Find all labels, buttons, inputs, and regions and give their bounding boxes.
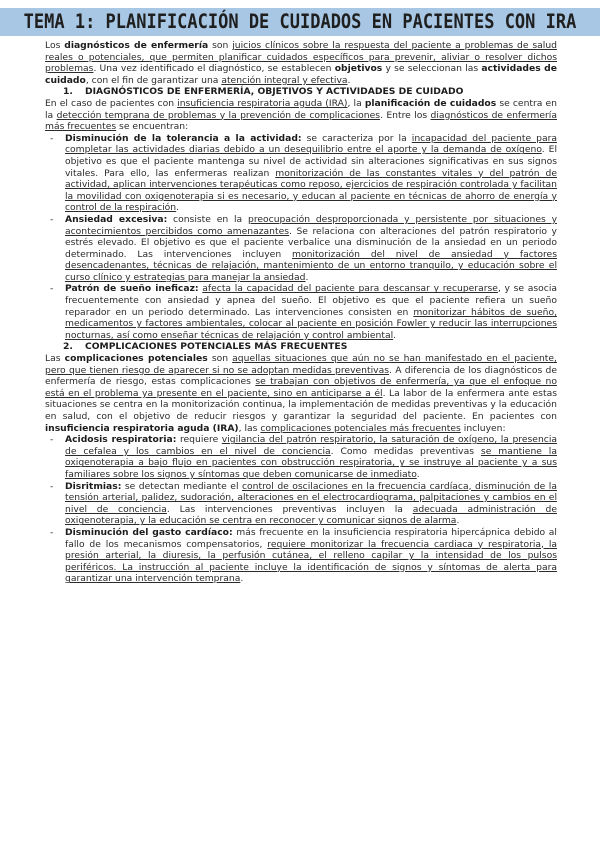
text: , las xyxy=(238,422,261,434)
text: Las xyxy=(45,353,65,365)
underlined-text: aquellas situaciones que aún no se han manifestado en el paciente, pero que tienen riesgo de aparecer si no se adoptan medidas preventivas xyxy=(45,353,557,376)
underlined-text: monitorización de las constantes vitales y del patrón de actividad, aplican intervenciones terapéuticas como reposo, ejercicios de respiración controlada y facilitan la movilidad con oxigenoterapia si es necesario, y educan al paciente en técnicas de ahorro de energía y control de la respiración xyxy=(65,167,557,214)
underlined-text: control de oscilaciones en la frecuencia cardíaca, disminución de la tensión arterial, palidez, sudoración, alteraciones en el electrocardiograma, palpitaciones y cambios en el nivel de conciencia xyxy=(65,480,557,515)
section-2-paragraph xyxy=(45,353,557,434)
underlined-text: requiere monitorizar la frecuencia cardiaca y respiratoria, la presión arterial, la diuresis, la perfusión cutánea, el relleno capilar y la intensidad de los pulsos periféricos. La instrucción al paciente incluye la identificación de signos y síntomas de alerta para garantizar una intervención temprana xyxy=(65,538,557,585)
text: . La labor de la enfermera ante estas situaciones se centra en la monitorización continua, la implementación de medidas preventivas y la educación en salud, con el objetivo de reducir riesgos y garantizar la seguridad del paciente. En pacientes con xyxy=(45,387,557,422)
section-2-heading xyxy=(63,341,557,353)
text: se caracteriza por la xyxy=(301,132,412,144)
text: consiste en la xyxy=(167,213,248,225)
text: . xyxy=(347,74,351,86)
underlined-text: se mantiene la oxigenoterapia a bajo flujo en pacientes con obstrucción respiratoria, y se instruye al paciente y a sus familiares sobre los signos y síntomas que deben comunicarse de inmediato xyxy=(65,445,557,480)
text: Los xyxy=(45,40,65,51)
bold-term: insuficiencia respiratoria aguda (IRA) xyxy=(45,422,239,434)
list-item xyxy=(65,481,557,527)
item-term: Acidosis respiratoria: xyxy=(65,434,177,446)
underlined-text: atención integral y efectiva xyxy=(221,74,348,86)
list-item xyxy=(65,214,557,284)
title-bar xyxy=(0,8,600,36)
section-1-heading xyxy=(63,86,557,98)
underlined-text: se trabajan con objetivos de enfermería, ya que el enfoque no está en el problema ya presente en el paciente, sino en anticiparse a él xyxy=(45,376,557,399)
item-term: Disminución del gasto cardíaco: xyxy=(65,526,233,538)
text: En el caso de pacientes con xyxy=(45,97,178,109)
text: , con el fin de garantizar una xyxy=(85,74,222,86)
text: se centra en la xyxy=(45,97,557,121)
underlined-text: vigilancia del patrón respiratorio, la saturación de oxígeno, la presencia de cefalea y los cambios en el nivel de conciencia xyxy=(65,434,557,457)
text: . Se relaciona con alteraciones del patrón respiratorio y estrés elevado. El objetivo es que el paciente verbalice una disminución de la ansiedad en un periodo determinado. Las intervenciones incluyen xyxy=(65,225,557,260)
underlined-text: insuficiencia respiratoria aguda (IRA) xyxy=(177,97,348,109)
text: . xyxy=(240,573,244,585)
text: son xyxy=(207,353,233,365)
page-title: TEMA 1: PLANIFICACIÓN DE CUIDADOS EN PACIENTES CON IRA xyxy=(23,10,577,34)
document-body xyxy=(45,40,557,585)
text: , la xyxy=(347,97,365,109)
underlined-text: juicios clínicos sobre la respuesta del paciente a problemas de salud reales o potenciales, que permiten planificar cuidados específicos para prevenir, aliviar o resolver dichos problemas xyxy=(45,40,557,75)
text: se encuentran: xyxy=(116,121,189,133)
section-number: 2. xyxy=(63,341,73,353)
underlined-text: detección temprana de problemas y la prevención de complicaciones xyxy=(56,109,381,121)
underlined-text: preocupación desproporcionada y persistente por situaciones y acontecimientos percibidos como amenazantes xyxy=(65,213,558,237)
item-term: Ansiedad excesiva: xyxy=(65,213,168,225)
intro-paragraph xyxy=(45,40,557,86)
diagnosis-list xyxy=(45,133,557,342)
bold-term: diagnósticos de enfermería xyxy=(64,40,209,51)
text: . El objetivo es que el paciente mantenga su nivel de actividad sin alteraciones significativas en sus signos vitales. Para ello, las enfermeras realizan xyxy=(65,144,557,179)
text: incluyen: xyxy=(460,422,506,434)
text: . xyxy=(305,271,309,283)
text: . Una vez identificado el diagnóstico, se establecen xyxy=(93,63,335,75)
text: . Entre los xyxy=(380,109,431,121)
list-item xyxy=(65,527,557,585)
text: requiere xyxy=(176,434,222,446)
text: . A diferencia de los diagnósticos de enfermería de riesgo, estas complicaciones xyxy=(45,364,558,388)
list-item xyxy=(65,283,557,341)
complications-list xyxy=(45,434,557,585)
text: más frecuente en la insuficiencia respiratoria hipercápnica debido al fallo de los mecanismos compensatorios, xyxy=(65,526,557,550)
list-item xyxy=(65,434,557,480)
underlined-text: incapacidad del paciente para completar las actividades diarias debido a un desequilibrio entre el aporte y la demanda de oxígeno xyxy=(65,132,557,156)
list-item xyxy=(65,133,557,214)
text: . Como medidas preventivas xyxy=(330,445,481,457)
underlined-text: diagnósticos de enfermería más frecuentes xyxy=(45,109,557,133)
text: . xyxy=(416,468,420,480)
text: , y se asocia frecuentemente con ansiedad y apnea del sueño. El objetivo es que el paciente refiera un sueño reparador en un periodo determinado. Las intervenciones consisten en xyxy=(65,283,557,318)
underlined-text: afecta la capacidad del paciente para descansar y recuperarse xyxy=(202,283,498,295)
section-1-paragraph xyxy=(45,98,557,133)
section-number: 1. xyxy=(63,86,73,98)
bold-term: complicaciones potenciales xyxy=(64,353,208,365)
underlined-text: adecuada administración de oxigenoterapia, y la educación se centra en reconocer y comunicar signos de alarma xyxy=(65,503,557,527)
underlined-text: monitorización del nivel de ansiedad y factores desencadenantes, técnicas de relajación, mantenimiento de un entorno tranquilo, y educación sobre el curso clínico y estrategias para manejar la ansiedad xyxy=(65,248,557,283)
text: . xyxy=(393,329,397,341)
text: y se seleccionan las xyxy=(382,63,482,75)
item-term: Patrón de sueño ineficaz: xyxy=(65,283,199,295)
bold-term: objetivos xyxy=(334,63,383,75)
section-title: COMPLICACIONES POTENCIALES MÁS FRECUENTES xyxy=(85,341,348,353)
section-title: DIAGNÓSTICOS DE ENFERMERÍA, OBJETIVOS Y ACTIVIDADES DE CUIDADO xyxy=(85,86,464,98)
underlined-text: monitorizar hábitos de sueño, medicamentos y factores ambientales, colocar al paciente en posición Fowler y reducir las interrupciones nocturnas, así como enseñar técnicas de relajación y control ambiental xyxy=(65,306,557,341)
text: . Las intervenciones preventivas incluyen la xyxy=(166,503,413,515)
text: . xyxy=(456,515,460,527)
text: son xyxy=(208,40,233,51)
bold-term: actividades de cuidado xyxy=(45,63,557,86)
item-term: Disminución de la tolerancia a la actividad: xyxy=(65,132,302,144)
bold-term: planificación de cuidados xyxy=(364,97,497,109)
text: se detectan mediante el xyxy=(121,480,242,492)
underlined-text: complicaciones potenciales más frecuentes xyxy=(260,422,461,434)
text: . xyxy=(176,202,180,214)
item-term: Disritmias: xyxy=(65,480,122,492)
